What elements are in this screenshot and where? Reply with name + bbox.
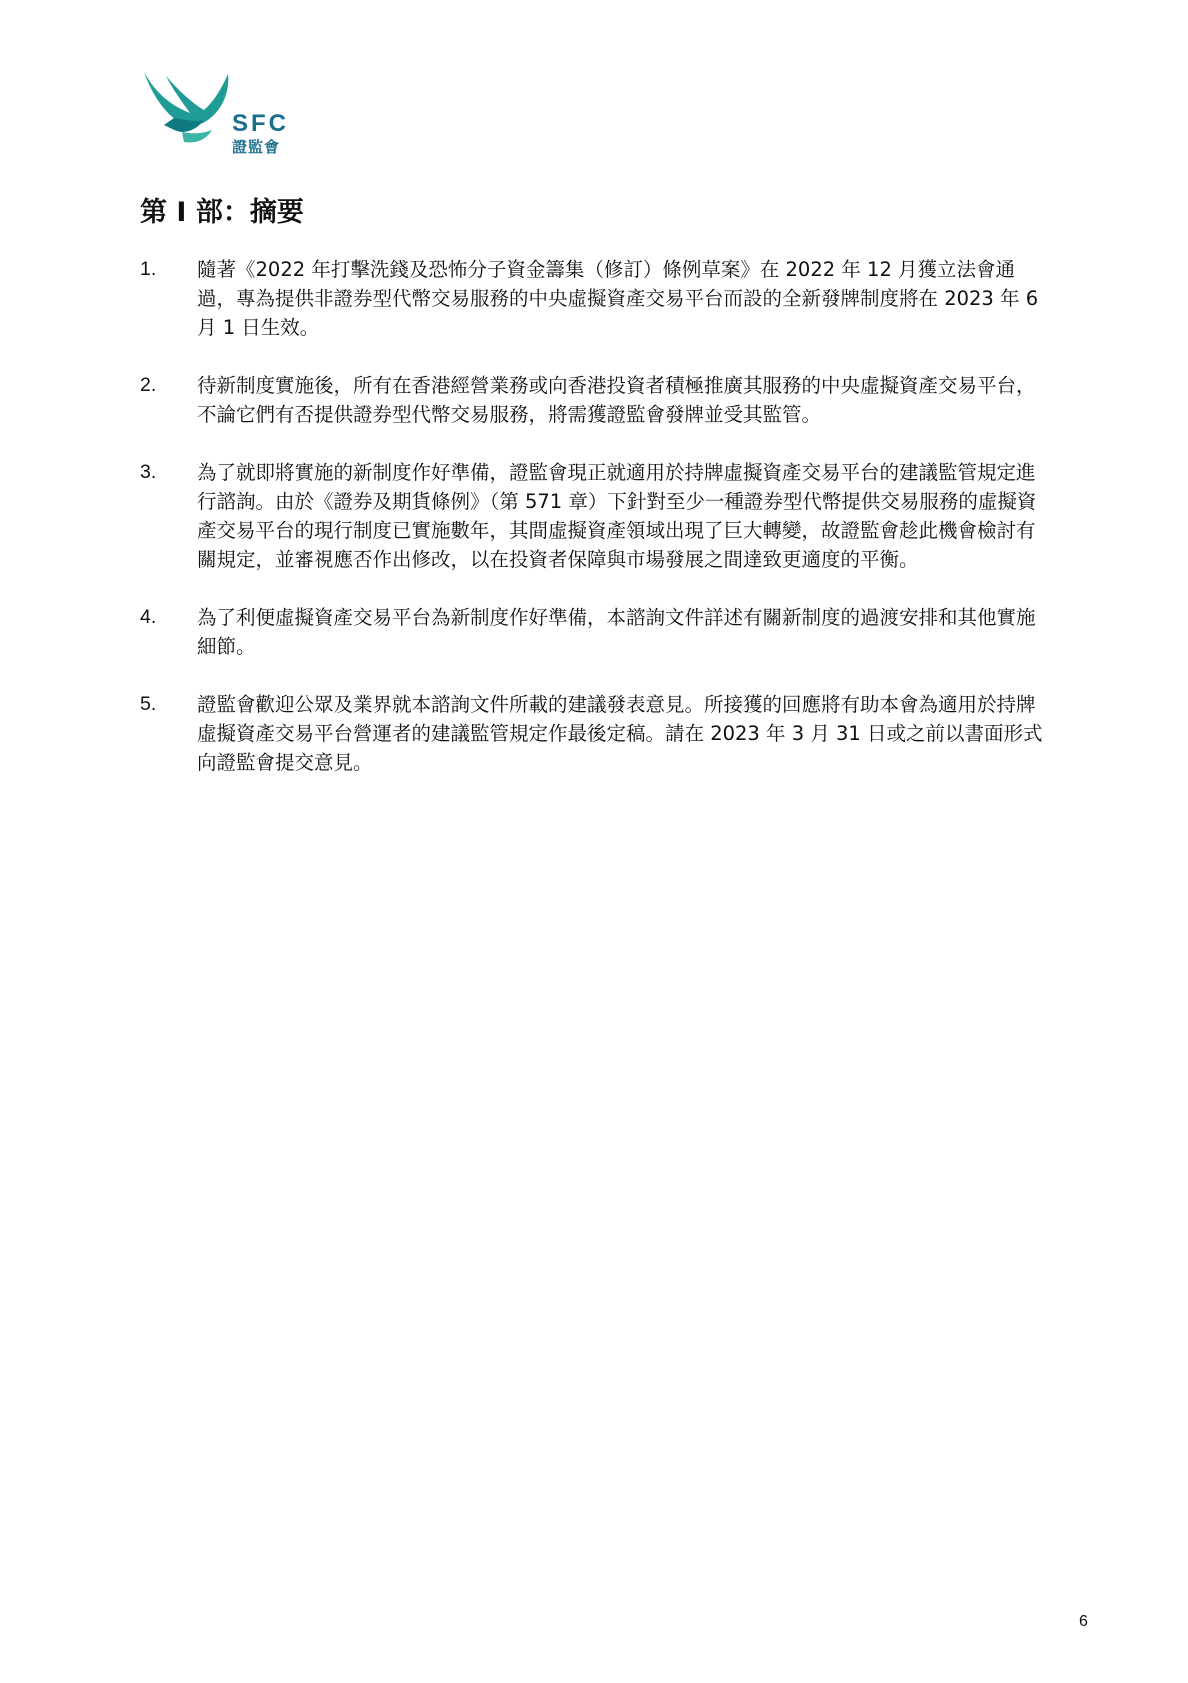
paragraph-item <box>140 371 1045 429</box>
paragraph-text: 待新制度實施後，所有在香港經營業務或向香港投資者積極推廣其服務的中央虛擬資產交易平台，不論它們有否提供證券型代幣交易服務，將需獲證監會發牌並受其監管。 <box>197 374 1036 426</box>
page-number: 6 <box>1079 1613 1088 1630</box>
paragraph-text: 為了利便虛擬資產交易平台為新制度作好準備，本諮詢文件詳述有關新制度的過渡安排和其他實施細節。 <box>197 606 1036 658</box>
paragraph-text: 證監會歡迎公眾及業界就本諮詢文件所載的建議發表意見。所接獲的回應將有助本會為適用於持牌虛擬資產交易平台營運者的建議監管規定作最後定稿。請在 2023 年 3 月 31 日或之前以書面形式向證監會提交意見。 <box>197 693 1043 774</box>
section-title: 第 I 部：摘要 <box>140 197 304 228</box>
paragraph-text: 隨著《2022 年打擊洗錢及恐怖分子資金籌集（修訂）條例草案》在 2022 年 12 月獲立法會通過，專為提供非證券型代幣交易服務的中央虛擬資產交易平台而設的全新發牌制度將在 2023 年 6 月 1 日生效。 <box>197 258 1039 339</box>
paragraph-number: 4. <box>140 606 157 628</box>
logo-abbreviation: SFC <box>232 110 289 137</box>
eagle-icon <box>138 70 243 148</box>
paragraph-number: 1. <box>140 258 157 280</box>
paragraph-text: 為了就即將實施的新制度作好準備，證監會現正就適用於持牌虛擬資產交易平台的建議監管規定進行諮詢。由於《證券及期貨條例》（第 571 章）下針對至少一種證券型代幣提供交易服務的虛擬資產交易平台的現行制度已實施數年，其間虛擬資產領域出現了巨大轉變，故證監會趁此機會檢討有關規定，並審視應否作出修改，以在投資者保障與市場發展之間達致更適度的平衡。 <box>197 461 1037 571</box>
paragraph-item <box>140 458 1045 574</box>
paragraph-item <box>140 690 1045 777</box>
paragraph-item <box>140 255 1045 342</box>
sfc-logo <box>138 70 288 160</box>
paragraph-number: 3. <box>140 461 157 483</box>
logo-chinese-name: 證監會 <box>232 138 281 156</box>
paragraph-list <box>140 255 1045 806</box>
paragraph-number: 2. <box>140 374 157 396</box>
paragraph-number: 5. <box>140 693 157 715</box>
paragraph-item <box>140 603 1045 661</box>
